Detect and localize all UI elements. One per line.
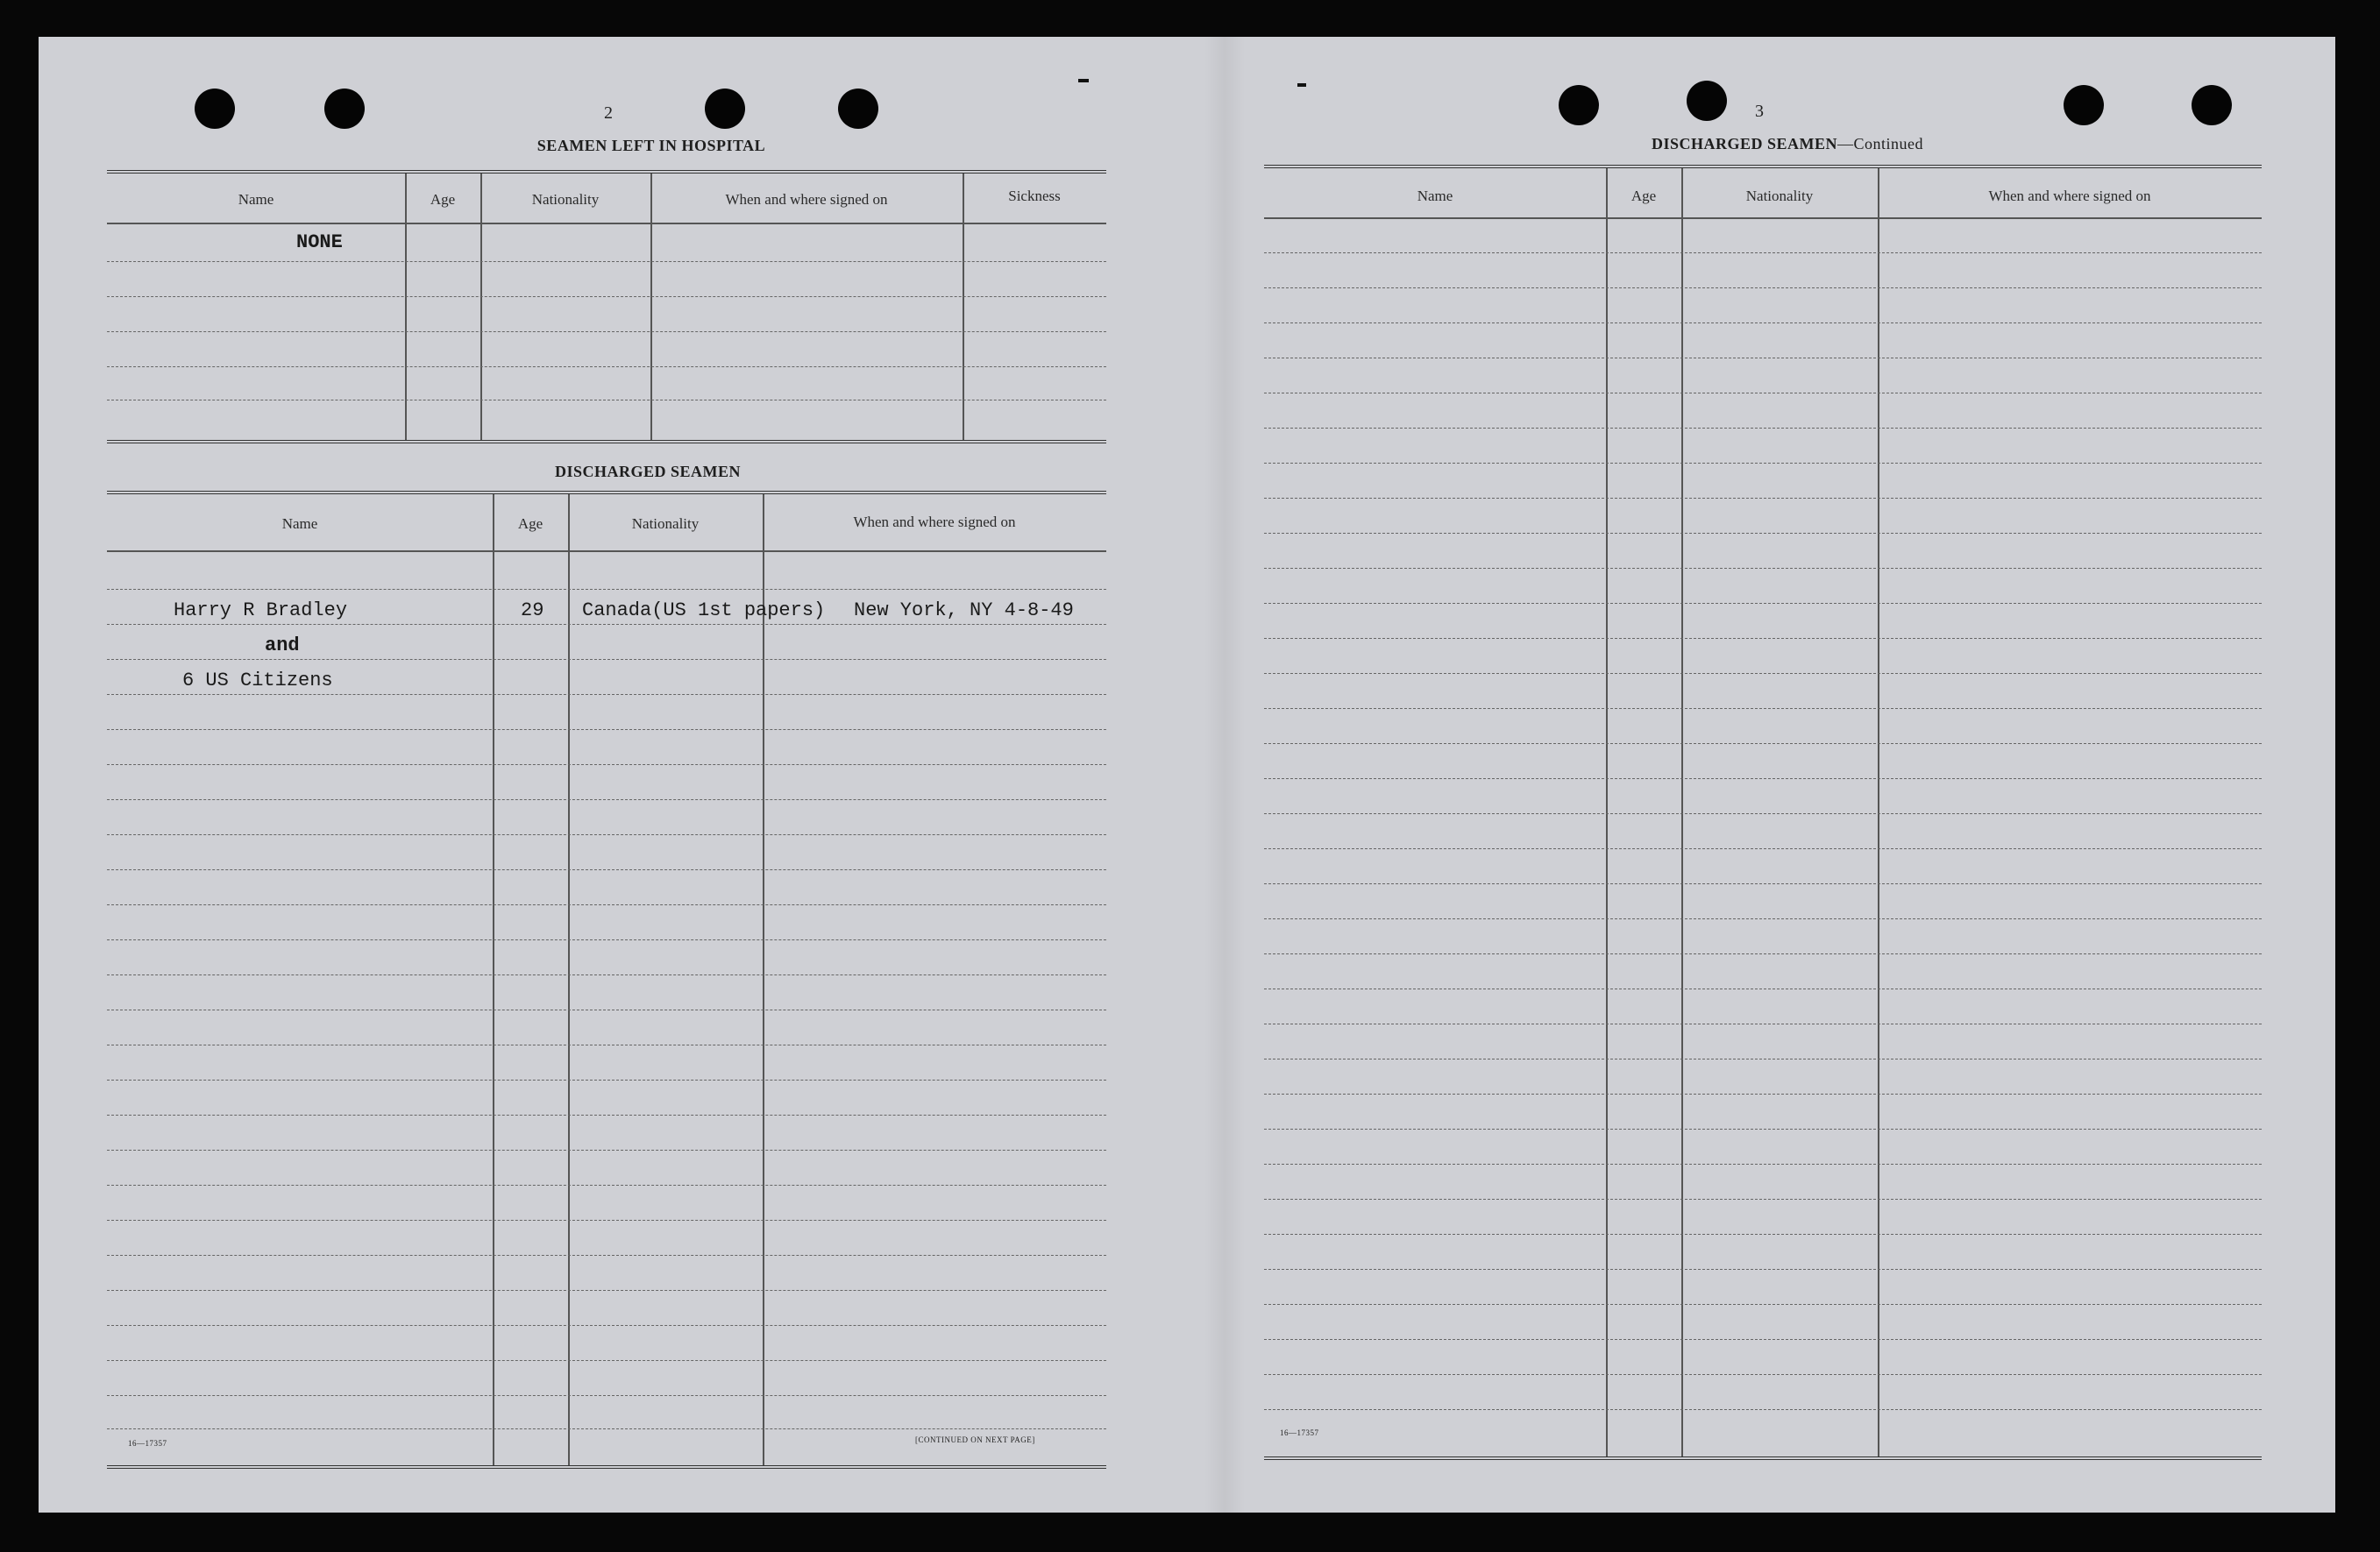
page-fold: [1204, 37, 1245, 1513]
punch-hole: [195, 89, 235, 129]
col-header-nationality: Nationality: [631, 515, 700, 532]
hospital-section-title: SEAMEN LEFT IN HOSPITAL: [536, 137, 766, 154]
punch-hole: [1559, 85, 1599, 125]
ink-mark: [1078, 79, 1089, 82]
ink-mark: [1297, 83, 1306, 87]
seaman-name-continued: and: [265, 634, 300, 656]
title-main: DISCHARGED SEAMEN: [1651, 135, 1838, 152]
discharged-table-right: [1264, 165, 2262, 1460]
col-header-signed-on: When and where signed on: [853, 514, 1016, 530]
col-header-age: Age: [430, 191, 456, 208]
punch-hole: [2192, 85, 2232, 125]
continued-note: [CONTINUED ON NEXT PAGE]: [915, 1435, 1035, 1444]
punch-hole: [2064, 85, 2104, 125]
punch-hole: [1687, 81, 1727, 121]
col-header-name: Name: [281, 515, 318, 532]
hospital-table: [107, 170, 1106, 443]
punch-hole: [838, 89, 878, 129]
punch-hole: [705, 89, 745, 129]
seaman-name: Harry R Bradley: [174, 599, 348, 621]
col-header-name: Name: [1417, 188, 1453, 204]
punch-hole: [324, 89, 365, 129]
discharged-continued-title: [1590, 135, 1985, 153]
col-header-signed-on: When and where signed on: [725, 191, 888, 208]
col-header-age: Age: [517, 515, 543, 532]
form-number: 16—17357: [1280, 1428, 1319, 1437]
seaman-signed-on: New York, NY 4-8-49: [854, 599, 1074, 621]
page-number: 2: [604, 103, 613, 123]
document-sheet: [39, 37, 2335, 1513]
col-header-nationality: Nationality: [1745, 188, 1814, 204]
col-header-name: Name: [238, 191, 274, 208]
col-header-age: Age: [1630, 188, 1657, 204]
hospital-entry-none: NONE: [296, 231, 343, 253]
seaman-age: 29: [521, 599, 544, 621]
page-number: 3: [1755, 102, 1764, 121]
discharged-table-left: [107, 491, 1106, 1469]
col-header-signed-on: When and where signed on: [1988, 188, 2151, 204]
col-header-nationality: Nationality: [531, 191, 600, 208]
seaman-count-note: 6 US Citizens: [182, 670, 333, 691]
seaman-nationality: Canada(US 1st papers): [582, 599, 826, 621]
form-number: 16—17357: [128, 1439, 167, 1448]
discharged-section-title: DISCHARGED SEAMEN: [554, 463, 742, 480]
title-suffix: —Continued: [1837, 135, 1924, 152]
col-header-sickness: Sickness: [1008, 188, 1061, 204]
